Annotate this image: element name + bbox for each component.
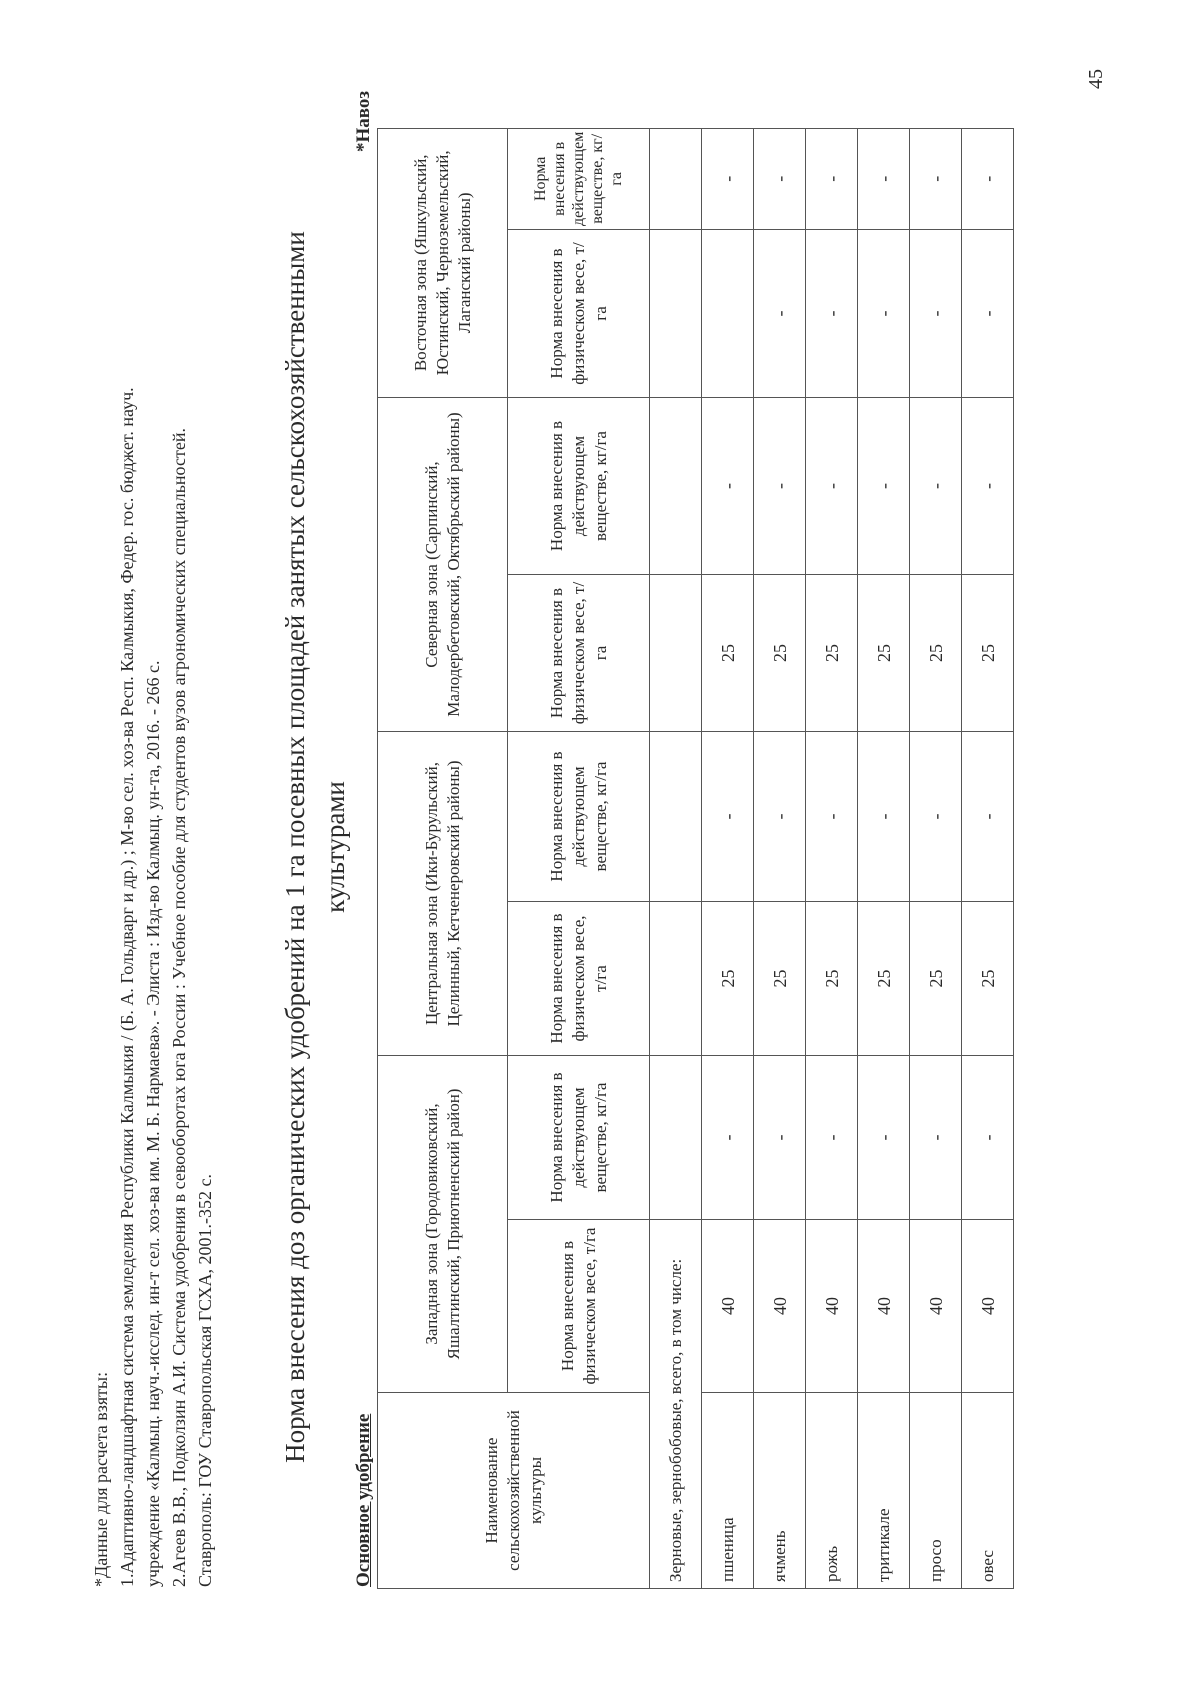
subheader-physical-weight: Норма внесения в физическом весе, т/га (508, 902, 650, 1056)
table-cell: 25 (702, 902, 754, 1056)
table-cell: - (806, 230, 858, 398)
title-line-2: культурами (320, 781, 350, 913)
crop-name: овес (962, 1393, 1014, 1589)
table-header-row (378, 128, 508, 1588)
table-cell: - (702, 398, 754, 575)
table-cell: 25 (910, 902, 962, 1056)
subheader-physical-weight: Норма внесения в физическом весе, т/га (508, 230, 650, 398)
table-cell: 40 (806, 1220, 858, 1393)
page-number: 45 (1085, 69, 1107, 89)
table-row (754, 128, 806, 1588)
table-cell: - (962, 128, 1014, 229)
crop-group-label: Зерновые, зернобобовые, всего, в том числе: (650, 1220, 702, 1589)
table-cell: - (702, 732, 754, 902)
crop-name: пшеница (702, 1393, 754, 1589)
table-cell: - (858, 732, 910, 902)
application-rates-table (377, 128, 1014, 1589)
table-cell: - (754, 128, 806, 229)
table-cell: - (702, 128, 754, 229)
table-cell: 25 (754, 575, 806, 732)
page-title (275, 137, 355, 1557)
zone-header-north: Северная зона (Сарпинский, Малодербетовский, Октябрьский районы) (378, 398, 508, 732)
table-cell: - (702, 1056, 754, 1220)
table-row (806, 128, 858, 1588)
table-cell: - (910, 398, 962, 575)
table-cell: 40 (702, 1220, 754, 1393)
subheader-active-substance: Норма внесения в действующем веществе, кг/га (508, 1056, 650, 1220)
table-cell: 40 (910, 1220, 962, 1393)
crop-name: просо (910, 1393, 962, 1589)
table-cell: 40 (754, 1220, 806, 1393)
crop-name: рожь (806, 1393, 858, 1589)
table-cell: 25 (858, 902, 910, 1056)
crop-column-header: Наименование сельскохозяйственной культуры (378, 1393, 650, 1589)
table-cell: - (806, 398, 858, 575)
section-label: Основное удобрение (353, 1413, 374, 1587)
table-cell: - (754, 1056, 806, 1220)
table-cell: - (754, 230, 806, 398)
table-cell: - (910, 732, 962, 902)
table-cell: 40 (962, 1220, 1014, 1393)
crop-name: ячмень (754, 1393, 806, 1589)
table-row (910, 128, 962, 1588)
table-cell: 40 (858, 1220, 910, 1393)
table-cell: - (962, 398, 1014, 575)
table-subheader-row (508, 128, 650, 1588)
table-cell: - (858, 128, 910, 229)
table-row (962, 128, 1014, 1588)
table-cell: - (962, 1056, 1014, 1220)
table-cell: - (806, 1056, 858, 1220)
table-cell: 25 (702, 575, 754, 732)
zone-header-central: Центральная зона (Ики-Бурульский, Целинный, Кетченеровский районы) (378, 732, 508, 1056)
table-cell: - (962, 230, 1014, 398)
table-cell: 25 (806, 902, 858, 1056)
reference-1-line-2: учреждение «Калмыц. науч.-исслед. ин-т сел. хоз-ва им. М. Б. Нармаева». - Элиста : Изд-во Калмыц. ун-та, 2016. - 266 с. (143, 660, 163, 1587)
zone-header-east: Восточная зона (Яшкульский, Юстинский, Черноземельский, Лаганский районы) (378, 128, 508, 397)
table-cell: 25 (858, 575, 910, 732)
table-group-row (650, 128, 702, 1588)
table-cell: - (858, 230, 910, 398)
table-cell: - (962, 732, 1014, 902)
fertilizer-type-label: *Навоз (353, 90, 374, 152)
subheader-physical-weight: Норма внесения в физическом весе, т/га (508, 1220, 650, 1393)
table-cell: 25 (910, 575, 962, 732)
notes-heading: *Данные для расчета взяты: (91, 1371, 111, 1587)
subheader-active-substance: Норма внесения в действующем веществе, кг/га (508, 398, 650, 575)
zone-header-west: Западная зона (Городовиковский, Яшалтинский, Приютненский район) (378, 1056, 508, 1393)
table-cell: - (858, 1056, 910, 1220)
crop-name: тритикале (858, 1393, 910, 1589)
table-cell: 25 (754, 902, 806, 1056)
table-cell: - (754, 732, 806, 902)
reference-1-line-1: 1.Адаптивно-ландшафтная система земледелия Республики Калмыкия / (Б. А. Гольдварг и др.) ; М-во сел. хоз-ва Респ. Калмыкия, Федер. гос. бюджет. науч. (117, 387, 137, 1587)
table-cell: - (910, 128, 962, 229)
table-cell: - (858, 398, 910, 575)
table-cell: 25 (962, 902, 1014, 1056)
title-line-1: Норма внесения доз органических удобрений на 1 га посевных площадей занятых сельскохозяйственными (280, 231, 310, 1463)
reference-2-line-2: Ставрополь: ГОУ Ставропольская ГСХА, 2001.-352 с. (195, 1174, 215, 1587)
table-cell: - (754, 398, 806, 575)
table-row (858, 128, 910, 1588)
table-cell: - (910, 230, 962, 398)
source-notes (88, 127, 218, 1587)
subheader-active-substance: Норма внесения в действующем веществе, кг/га (508, 732, 650, 902)
table-cell: - (806, 128, 858, 229)
table-cell: 25 (962, 575, 1014, 732)
subheader-physical-weight: Норма внесения в физическом весе, т/га (508, 575, 650, 732)
table-cell: 25 (806, 575, 858, 732)
table-cell (702, 230, 754, 398)
table-row (702, 128, 754, 1588)
table-cell: - (806, 732, 858, 902)
table-cell: - (910, 1056, 962, 1220)
subheader-active-substance: Норма внесения в действующем веществе, кг/га (508, 128, 650, 229)
reference-2-line-1: 2.Агеев В.В., Подколзин А.И. Система удобрения в севооборотах юга России : Учебное пособие для студентов вузов агрономических специальностей. (169, 428, 189, 1587)
